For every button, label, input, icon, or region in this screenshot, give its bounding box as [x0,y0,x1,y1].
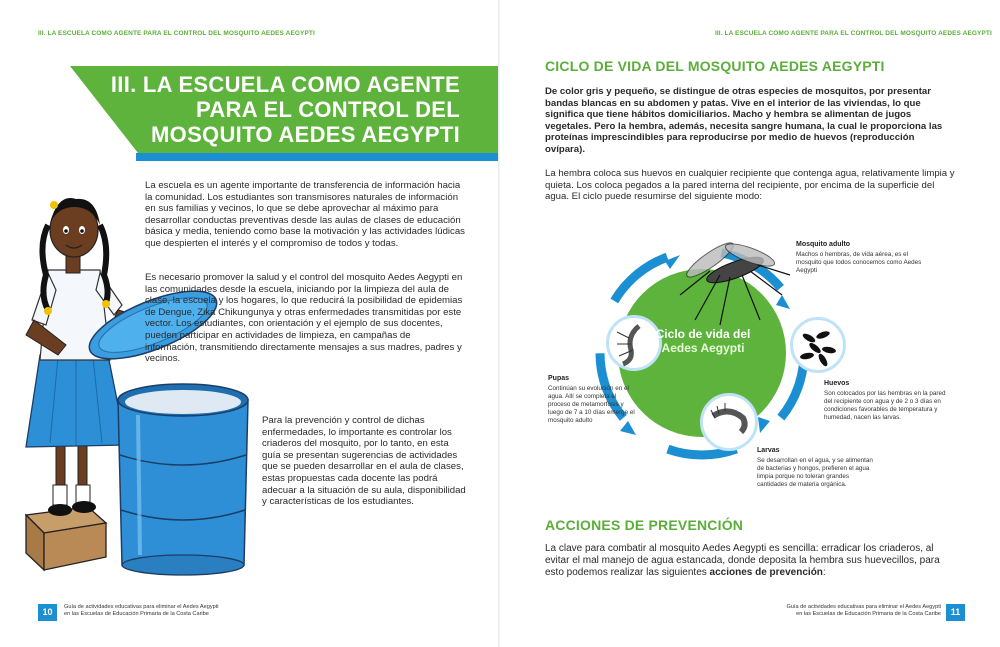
larva-icon [703,396,755,448]
eggs-label: Huevos [824,380,850,387]
footer-line: Guía de actividades educativas para eliminar el Aedes Aegypti [64,604,219,610]
footer-text [736,604,941,618]
eggs-circle [790,317,846,373]
prevention-intro [545,543,955,579]
cycle-center-line: Ciclo de vida del [655,327,751,341]
footer-line: Guía de actividades educativas para eliminar el Aedes Aegypti [786,604,941,610]
footer-line: en las Escuelas de Educación Primaria de la Costa Caribe [796,611,941,617]
prevention-intro-text: La clave para combatir al mosquito Aedes Aegypti es sencilla: erradicar los criaderos, al evitar el mal manejo de agua estancada, donde deposita la hembra sus huevecillos, para esto podemos realizar las siguientes [545,543,940,578]
title-line: MOSQUITO AEDES AEGYPTI [151,122,460,147]
title-line: PARA EL CONTROL DEL [195,97,460,122]
footer-line: en las Escuelas de Educación Primaria de la Costa Caribe [64,611,209,617]
running-header: III. LA ESCUELA COMO AGENTE PARA EL CONTROL DEL MOSQUITO AEDES AEGYPTI [38,30,315,37]
prevention-heading: ACCIONES DE PREVENCIÓN [545,517,744,533]
chapter-title [100,72,460,147]
larvae-label: Larvas [757,447,780,454]
pupae-label: Pupas [548,375,570,382]
adult-description: Machos o hembras, de vida aérea, es el mosquito que todos conocemos como Aedes Aegypti [796,251,922,274]
eggs-icon [793,320,843,370]
page-number: 11 [946,604,965,621]
intro-paragraph: La escuela es un agente importante de transferencia de información hacia la comunidad. Los estudiantes son transmisores naturales de información en sus familias y vecinos, lo que se debe aprovechar al máximo para desarrollar conductas preventivas desde las aulas de clases de educación básica y media, teniendo como base la motivación y las actividades lúdicas que despierten el interés y el compromiso de todos y todas. [145,180,465,249]
larvae-description: Se desarrollan en el agua, y se alimentan de bacterias y hongos, prefieren el agua limpia porque no toleran grandes cantidades de materia orgánica. [757,457,873,488]
cycle-center-line: Aedes Aegypti [661,341,745,355]
eggs-paragraph: La hembra coloca sus huevos en cualquier recipiente que contenga agua, relativamente limpia y quieta. Los coloca pegados a la pared interna del recipiente, por encima de la superficie del agua. El ciclo puede resumirse del siguiente modo: [545,168,955,203]
eggs-description: Son colocados por las hembras en la pared del recipiente con agua y de 2 o 3 días en condiciones favorables de temperatura y humedad, nacen las larvas. [824,390,946,421]
running-header: III. LA ESCUELA COMO AGENTE PARA EL CONTROL DEL MOSQUITO AEDES AEGYPTI [715,30,992,37]
life-cycle-heading: CICLO DE VIDA DEL MOSQUITO AEDES AEGYPTI [545,58,885,74]
footer-text [64,604,264,618]
title-line: III. LA ESCUELA COMO AGENTE [110,72,460,97]
title-underline-bar [136,153,500,161]
pupae-description: Continúan su evolución en el agua. Allí se completa el proceso de metamorfosis y luego de 7 a 10 días emerge el mosquito adulto [548,385,635,424]
adult-label: Mosquito adulto [796,241,851,248]
life-cycle-diagram [520,235,980,510]
larvae-circle [700,393,758,451]
promotion-text: Es necesario promover la salud y el control del mosquito Aedes Aegypti en las comunidades desde la escuela, iniciando por la limpieza del aula de clase, la escuela y los hogares, lo que reducirá la posibilidad de epidemias de Dengue, Zika Chikungunya y otras enfermedades transmitidas por este vector. Los estudiantes, con orientación y el ejemplo de sus docentes, pueden participar en actividades de limpieza, en campañas de información, transmitiendo directamente mensajes a sus madres, padres y vecinos. [145,272,463,365]
prevention-intro-end: : [822,567,826,578]
cycle-center-title [648,327,758,355]
promotion-paragraph [145,272,465,365]
right-page [500,0,1000,647]
cycle-graphic [520,235,980,510]
page-number: 10 [38,604,57,621]
description-paragraph: De color gris y pequeño, se distingue de otras especies de mosquitos, por presentar bandas blancas en su abdomen y patas. Vive en el interior de las viviendas, lo que significa que tiene hábitos domiciliarios. Macho y hembra se alimentan de jugos vegetales. Pero la hembra, además, necesita sangre humana, la cual le proporciona las proteínas imprescindibles para reproducirse por medio de huevos (reproducción ovípara). [545,86,943,155]
prevention-intro-bold: acciones de prevención [709,567,823,578]
prevention-paragraph: Para la prevención y control de dichas enfermedades, lo importante es controlar los criaderos del mosquito, por lo tanto, en esta guía se presentan sugerencias de actividades que se pueden desarrollar en el aula de clases, estas propuestas cada docente las podrá adecuar a la situación de su aula, disponibilidad y características de los estudiantes. [262,415,466,508]
